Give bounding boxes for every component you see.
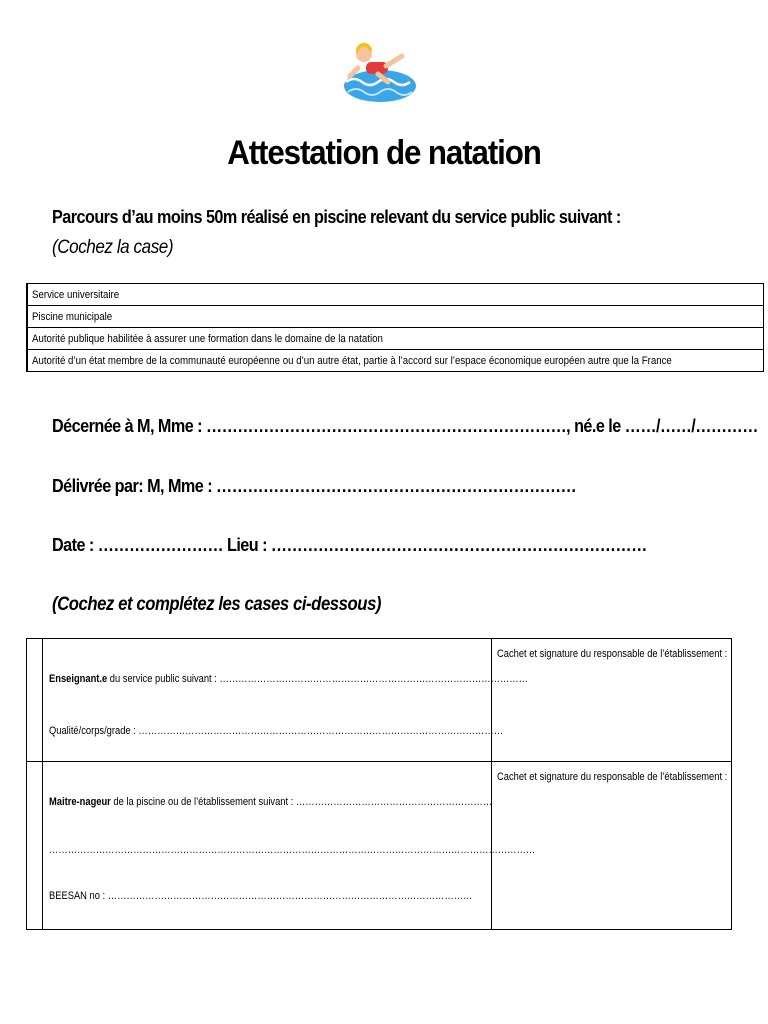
service-label: Service universitaire bbox=[28, 284, 764, 306]
lifeguard-line1: de la piscine ou de l’établissement suivant : ……………………………………………………… bbox=[110, 796, 493, 808]
beesan-field[interactable]: BEESAN no : ……………………………………………………………………………………………………… bbox=[49, 890, 473, 902]
lifeguard-keyword: Maitre-nageur bbox=[49, 796, 111, 808]
service-row bbox=[27, 328, 764, 350]
decernee-field[interactable]: Décernée à M, Mme : ……………………………………………………………, né.e le ……/……/………… bbox=[52, 416, 758, 436]
lifeguard-cell bbox=[43, 762, 536, 930]
teacher-cell bbox=[43, 639, 529, 762]
teacher-grade-field[interactable]: Qualité/corps/grade : ……………………………………………………………………………………………………… bbox=[49, 725, 504, 737]
service-row bbox=[27, 350, 764, 372]
swimmer-icon bbox=[338, 38, 418, 106]
service-label: Piscine municipale bbox=[28, 306, 764, 328]
signature-row-teacher bbox=[27, 639, 732, 762]
intro-text: Parcours d’au moins 50m réalisé en piscine relevant du service public suivant : bbox=[52, 207, 621, 227]
service-row bbox=[27, 306, 764, 328]
teacher-stamp-cell bbox=[492, 639, 732, 762]
service-label: Autorité d’un état membre de la communauté européenne ou d’un autre état, partie à l’accord sur l’espace économique européen autre que la France bbox=[28, 350, 764, 372]
delivree-field[interactable]: Délivrée par: M, Mme : …………………………………………………………… bbox=[52, 476, 577, 496]
signature-row-lifeguard bbox=[27, 762, 732, 930]
lifeguard-extra-line[interactable]: ………………………………………………………………………………………………………………………………………… bbox=[49, 844, 536, 856]
teacher-line1: du service public suivant : ……………………………………………………………………………………… bbox=[107, 673, 529, 685]
lifeguard-establishment-field[interactable] bbox=[49, 796, 492, 808]
teacher-checkbox[interactable] bbox=[27, 639, 43, 762]
stamp-label: Cachet et signature du responsable de l’établissement : bbox=[497, 771, 728, 783]
service-row bbox=[27, 284, 764, 306]
lifeguard-checkbox[interactable] bbox=[27, 762, 43, 930]
intro-note: (Cochez la case) bbox=[52, 237, 174, 258]
stamp-label: Cachet et signature du responsable de l’établissement : bbox=[497, 648, 728, 660]
section-note: (Cochez et complétez les cases ci-dessous) bbox=[52, 594, 382, 615]
teacher-keyword: Enseignant.e bbox=[49, 673, 108, 685]
service-table bbox=[26, 283, 764, 372]
page-title: Attestation de natation bbox=[227, 134, 541, 172]
lifeguard-stamp-cell bbox=[492, 762, 732, 930]
service-label: Autorité publique habilitée à assurer une formation dans le domaine de la natation bbox=[28, 328, 764, 350]
signature-table bbox=[26, 638, 732, 930]
teacher-service-field[interactable] bbox=[49, 673, 528, 685]
date-lieu-field[interactable]: Date : …………………… Lieu : ……………………………………………………………… bbox=[52, 535, 647, 555]
